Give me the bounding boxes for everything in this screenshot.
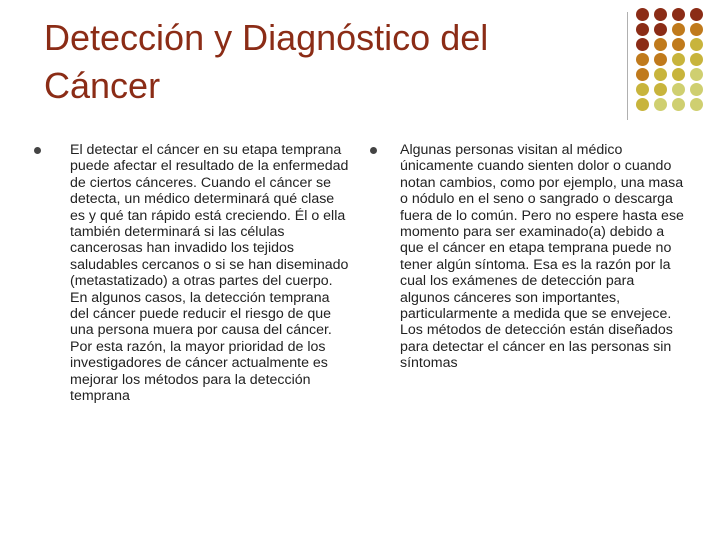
decorative-dot [654, 83, 667, 96]
left-paragraph: El detectar el cáncer en su etapa temprana puede afectar el resultado de la enfermedad de ciertos cánceres. Cuando el cáncer se detecta, un médico determinará qué clase es y qué tan rápido está creciendo. Él o ella también determinará si las células cancerosas han invadido los tejidos saludables cercanos o si se han diseminado (metastatizado) a otras partes del cuerpo. En algunos casos, la detección temprana del cáncer puede reducir el riesgo de que una persona muera por causa del cáncer. Por esta razón, la mayor prioridad de los investigadores de cáncer actualmente es mejorar los métodos para la detección temprana [70, 142, 349, 405]
decorative-dot [636, 98, 649, 111]
decorative-dot [690, 8, 703, 21]
decorative-dot [636, 83, 649, 96]
decorative-dot [654, 53, 667, 66]
decorative-dot [654, 8, 667, 21]
slide-title: Detección y Diagnóstico del Cáncer [44, 17, 489, 106]
decorative-dot [690, 83, 703, 96]
decorative-dot [690, 68, 703, 81]
decorative-dot [636, 68, 649, 81]
decorative-dot [672, 23, 685, 36]
decorative-dot [690, 98, 703, 111]
decorative-dot [672, 83, 685, 96]
decorative-dot [654, 98, 667, 111]
decorative-dot [690, 38, 703, 51]
decorative-dot [636, 23, 649, 36]
decorative-dot [672, 38, 685, 51]
decorative-dot [636, 38, 649, 51]
decorative-dot [636, 8, 649, 21]
bullet-icon [370, 147, 377, 154]
bullet-icon [34, 147, 41, 154]
decorative-dot [654, 68, 667, 81]
decorative-dot-grid [636, 8, 720, 114]
title-divider-line [627, 12, 628, 120]
decorative-dot [654, 23, 667, 36]
decorative-dot [654, 38, 667, 51]
decorative-dot [672, 8, 685, 21]
decorative-dot [672, 98, 685, 111]
decorative-dot [672, 68, 685, 81]
decorative-dot [672, 53, 685, 66]
right-paragraph: Algunas personas visitan al médico únicamente cuando sienten dolor o cuando notan cambios, como por ejemplo, una masa o nódulo en el seno o sangrado o descarga fuera de lo común. Pero no espere hasta ese momento para ser examinado(a) debido a que el cáncer en etapa temprana puede no tener algún síntoma. Esa es la razón por la cual los exámenes de detección para algunos cánceres son importantes, particularmente a medida que se envejece. Los métodos de detección están diseñados para detectar el cáncer en las personas sin síntomas [400, 142, 684, 372]
decorative-dot [690, 23, 703, 36]
decorative-dot [636, 53, 649, 66]
decorative-dot [690, 53, 703, 66]
